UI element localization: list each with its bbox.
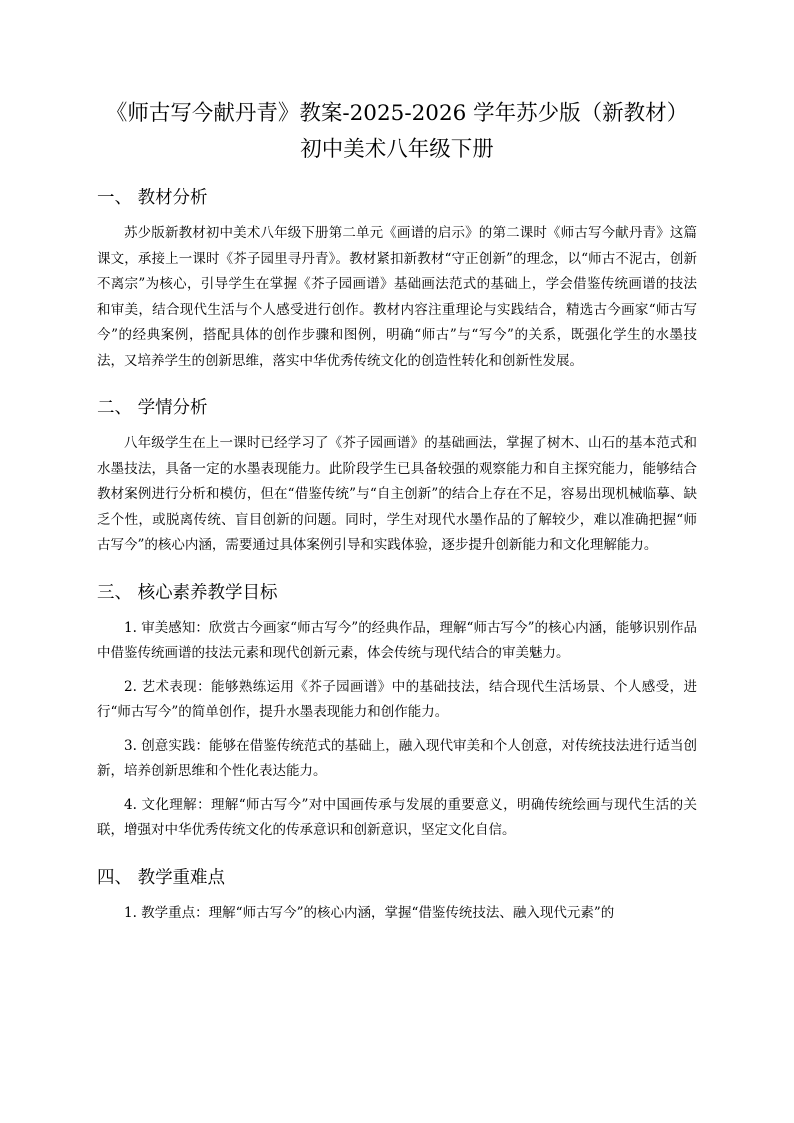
section-learner-analysis <box>97 396 697 559</box>
document-page <box>97 96 697 926</box>
objective-item: 3. 创意实践：能够在借鉴传统范式的基础上，融入现代审美和个人创意，对传统技法进行适当创新，培养创新思维和个性化表达能力。 <box>97 737 697 779</box>
objective-item: 4. 文化理解：理解“师古写今”对中国画传承与发展的重要意义，明确传统绘画与现代生活的关联，增强对中华优秀传统文化的传承意识和创新意识，坚定文化自信。 <box>97 796 697 838</box>
title-line-2: 初中美术八年级下册 <box>300 137 494 162</box>
section-heading: 一、 教材分析 <box>97 188 208 208</box>
paragraph: 八年级学生在上一课时已经学习了《芥子园画谱》的基础画法，掌握了树木、山石的基本范式和水墨技法，具备一定的水墨表现能力。此阶段学生已具备较强的观察能力和自主探究能力，能够结合教材案例进行分析和模仿，但在“借鉴传统”与“自主创新”的结合上存在不足，容易出现机械临摹、缺乏个性，或脱离传统、盲目创新的问题。同时，学生对现代水墨作品的了解较少，难以准确把握“师古写今”的核心内涵，需要通过具体案例引导和实践体验，逐步提升创新能力和文化理解能力。 <box>97 435 697 553</box>
objective-item: 2. 艺术表现：能够熟练运用《芥子园画谱》中的基础技法，结合现代生活场景、个人感受，进行“师古写今”的简单创作，提升水墨表现能力和创作能力。 <box>97 678 697 720</box>
key-point-item: 1. 教学重点：理解“师古写今”的核心内涵，掌握“借鉴传统技法、融入现代元素”的 <box>124 904 615 921</box>
title-line-1: 《师古写今献丹青》教案-2025-2026 学年苏少版（新教材） <box>105 101 689 126</box>
paragraph: 苏少版新教材初中美术八年级下册第二单元《画谱的启示》的第二课时《师古写今献丹青》这篇课文，承接上一课时《芥子园里寻丹青》。教材紧扣新教材“守正创新”的理念，以“师古不泥古，创新不离宗”为核心，引导学生在掌握《芥子园画谱》基础画法范式的基础上，学会借鉴传统画谱的技法和审美，结合现代生活与个人感受进行创作。教材内容注重理论与实践结合，精选古今画家“师古写今”的经典案例，搭配具体的创作步骤和图例，明确“师古”与“写今”的关系，既强化学生的水墨技法，又培养学生的创新思维，落实中华优秀传统文化的创造性转化和创新性发展。 <box>97 225 697 369</box>
document-title <box>97 96 697 168</box>
section-heading: 四、 教学重难点 <box>97 867 226 888</box>
objective-item: 1. 审美感知：欣赏古今画家“师古写今”的经典作品，理解“师古写今”的核心内涵，能够识别作品中借鉴传统画谱的技法元素和现代创新元素，体会传统与现代结合的审美魅力。 <box>97 619 697 661</box>
section-heading: 二、 学情分析 <box>97 398 208 418</box>
section-core-objectives <box>97 581 697 844</box>
section-key-difficulties <box>97 866 697 927</box>
section-heading: 三、 核心素养教学目标 <box>97 582 278 603</box>
section-textbook-analysis <box>97 186 697 374</box>
